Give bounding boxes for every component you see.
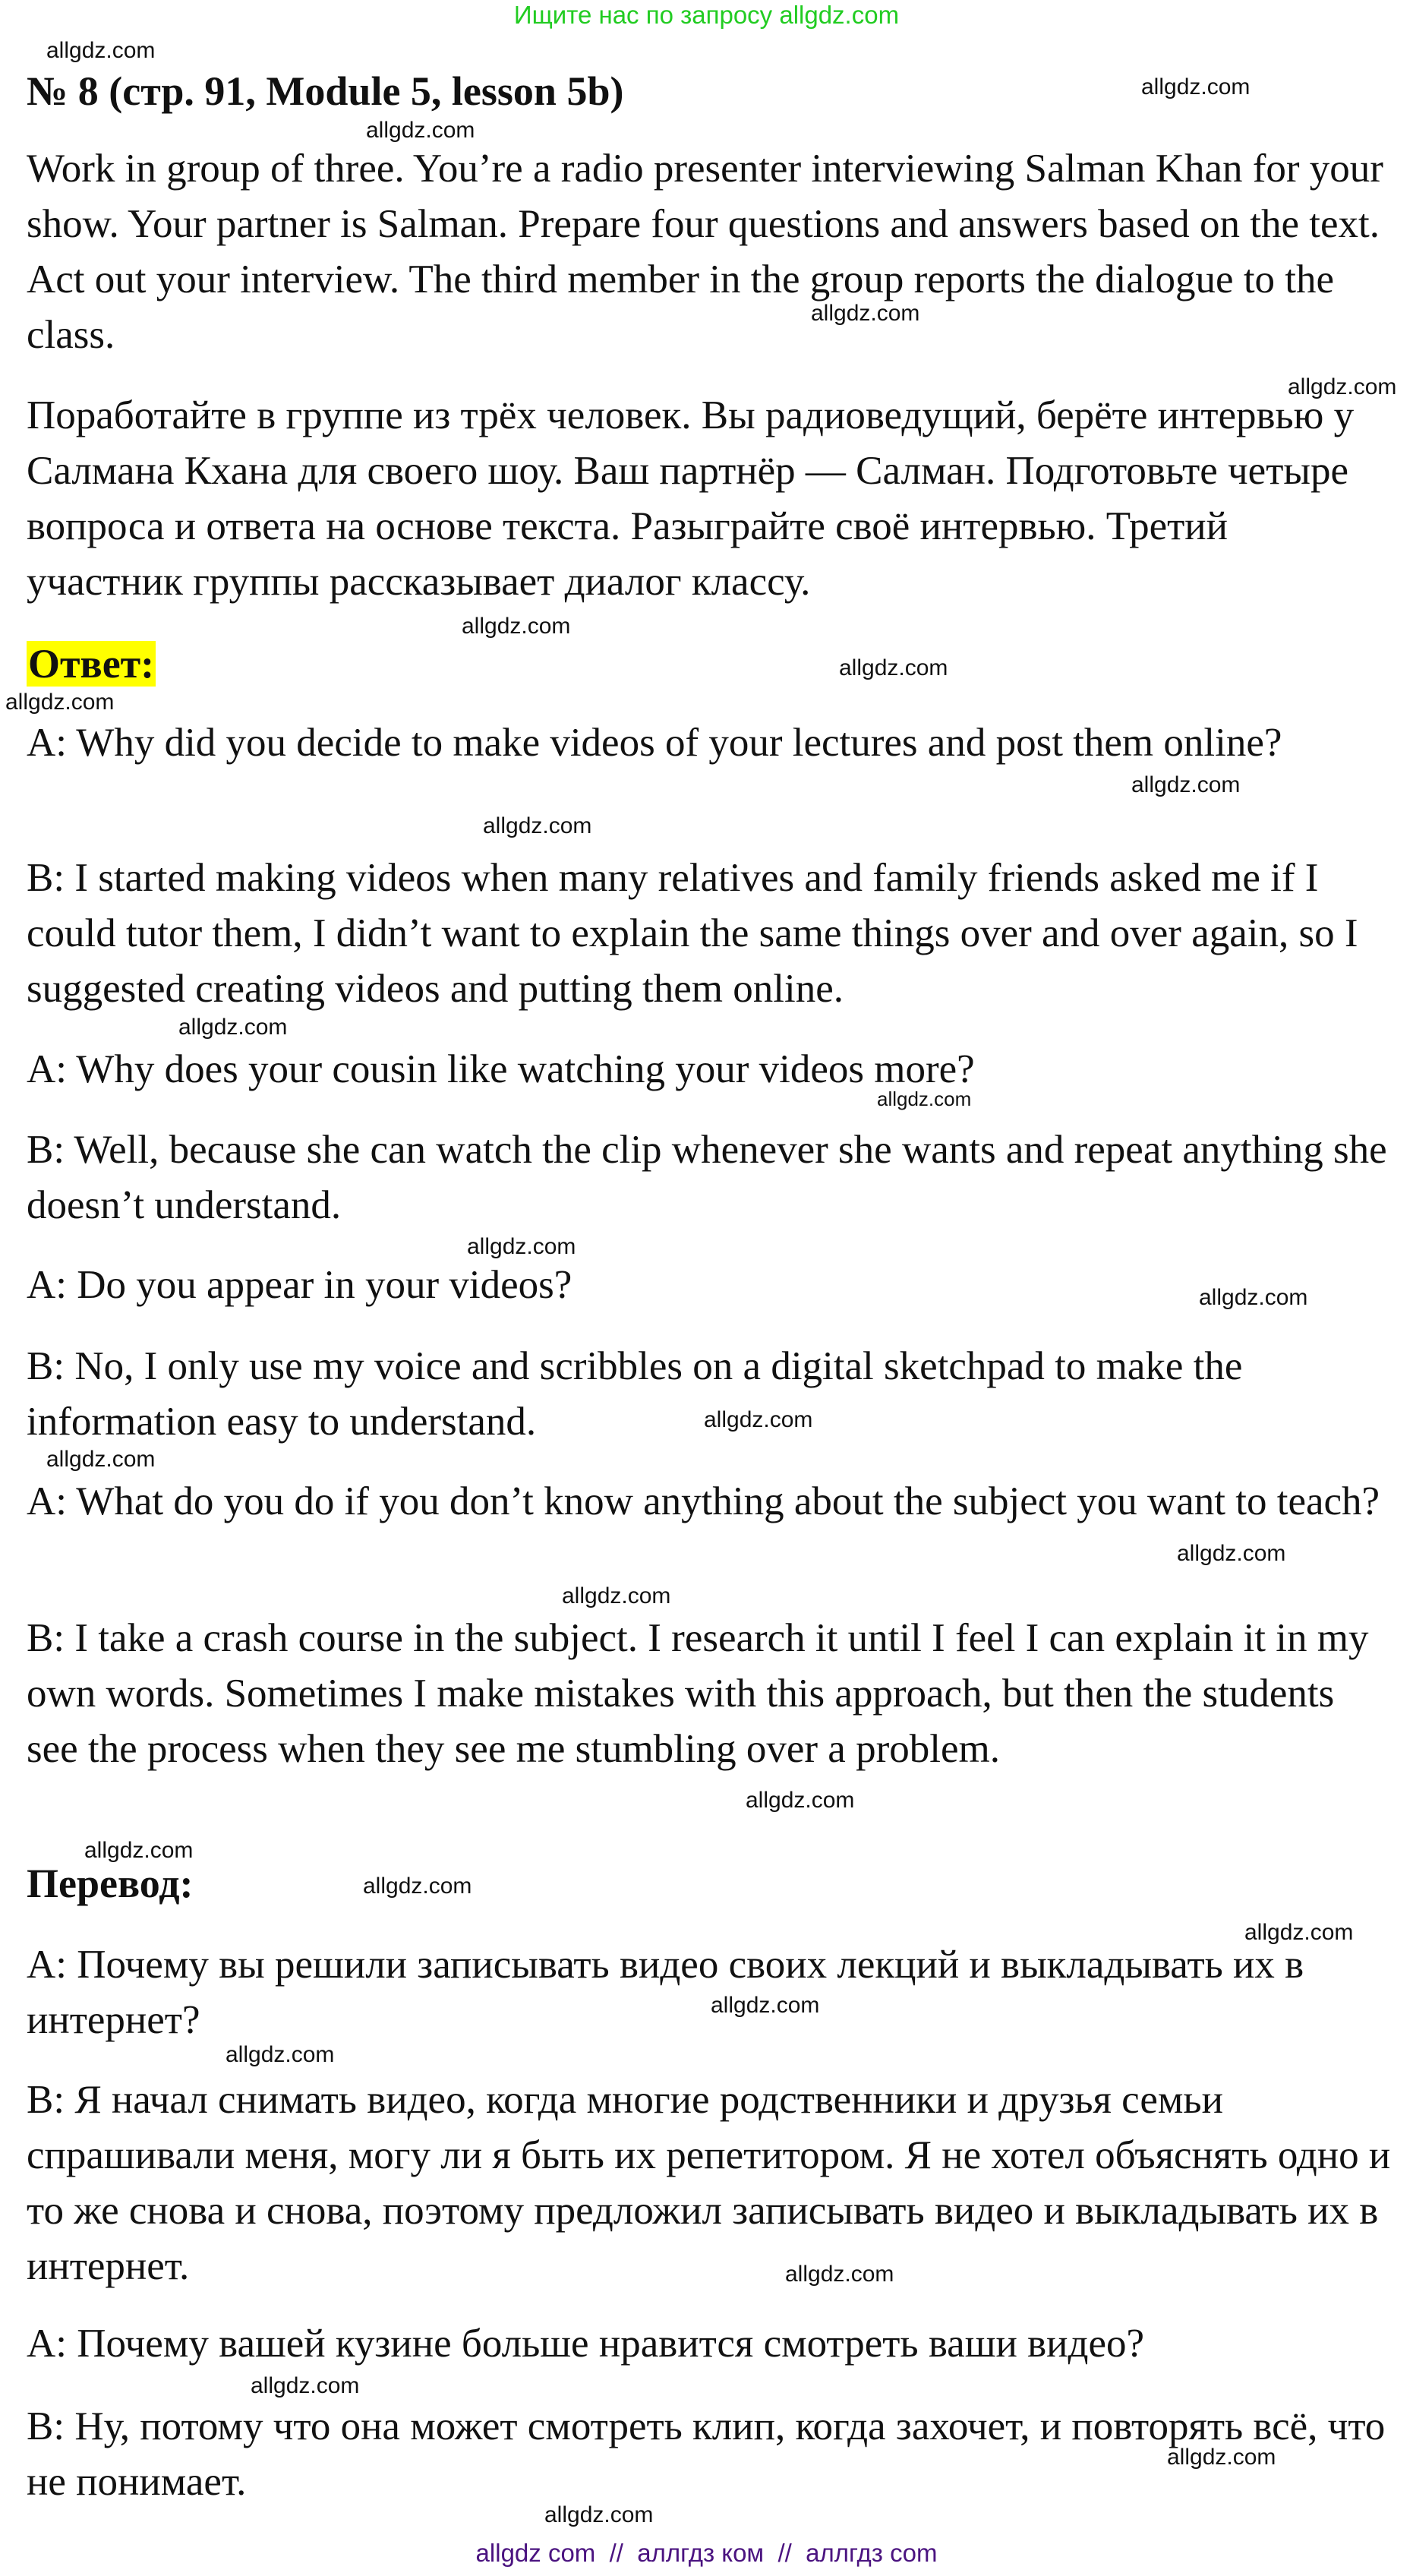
watermark: allgdz.com xyxy=(366,118,475,143)
watermark: allgdz.com xyxy=(1177,1541,1286,1566)
translation-heading: Перевод: xyxy=(27,1861,194,1906)
page-title: № 8 (стр. 91, Module 5, lesson 5b) xyxy=(27,68,624,114)
answer-heading xyxy=(27,636,1393,692)
watermark: allgdz.com xyxy=(46,38,156,63)
dialogue-en-line: B: No, I only use my voice and scribbles on a digital sketchpad to make the information easy to understand. xyxy=(27,1344,1243,1444)
watermark: allgdz.com xyxy=(1244,1920,1354,1945)
watermark: allgdz.com xyxy=(1141,74,1251,99)
watermark: allgdz.com xyxy=(46,1447,156,1472)
watermark: allgdz.com xyxy=(462,614,571,639)
footer-links[interactable]: allgdz com // аллгдз ком // аллгдз com xyxy=(475,2539,938,2567)
watermark: allgdz.com xyxy=(5,690,115,715)
task-russian: Поработайте в группе из трёх человек. Вы радиоведущий, берёте интервью у Салмана Кхана для своего шоу. Ваш партнёр — Салман. Подготовьте четыре вопроса и ответа на основе текста. Разыграйте своё интервью. Третий участник группы рассказывает диалог классу. xyxy=(27,393,1355,604)
dialogue-ru-line: B: Я начал снимать видео, когда многие родственники и друзья семьи спрашивали меня, могу ли я быть их репетитором. Я не хотел объяснять одно и то же снова и снова, поэтому предложил записывать видео и выкладывать их в интернет. xyxy=(27,2078,1391,2288)
watermark: allgdz.com xyxy=(711,1993,820,2018)
watermark: allgdz.com xyxy=(785,2262,894,2287)
watermark: allgdz.com xyxy=(1131,772,1241,797)
answer-heading-label: Ответ: xyxy=(28,641,155,687)
search-banner: Ищите нас по запросу allgdz.com xyxy=(513,1,900,29)
dialogue-en-line: A: Why does your cousin like watching your videos more? xyxy=(27,1047,975,1091)
watermark: allgdz.com xyxy=(467,1234,576,1259)
watermark: allgdz.com xyxy=(704,1407,813,1432)
watermark: allgdz.com xyxy=(84,1838,194,1863)
dialogue-en-line: B: I started making videos when many relatives and family friends asked me if I could tutor them, I didn’t want to explain the same things over and over again, so I suggested creating videos and putting them online. xyxy=(27,856,1358,1011)
watermark: allgdz.com xyxy=(226,2042,335,2067)
dialogue-en-line: A: Why did you decide to make videos of your lectures and post them online? xyxy=(27,721,1282,765)
watermark: allgdz.com xyxy=(839,655,948,680)
watermark: allgdz.com xyxy=(251,2373,360,2398)
dialogue-en-line: A: Do you appear in your videos? xyxy=(27,1263,572,1307)
watermark: allgdz.com xyxy=(1199,1285,1308,1310)
watermark: allgdz.com xyxy=(811,301,920,326)
dialogue-ru-line: A: Почему вашей кузине больше нравится смотреть ваши видео? xyxy=(27,2322,1145,2366)
dialogue-ru-line: B: Ну, потому что она может смотреть клип, когда захочет, и повторять всё, что не понимает. xyxy=(27,2404,1386,2504)
task-english: Work in group of three. You’re a radio presenter interviewing Salman Khan for your show. Your partner is Salman. Prepare four questions and answers based on the text. Act out your interview. The third member in the group reports the dialogue to the class. xyxy=(27,147,1383,357)
watermark: allgdz.com xyxy=(1167,2445,1276,2470)
dialogue-en-line: B: Well, because she can watch the clip whenever she wants and repeat anything she doesn’t understand. xyxy=(27,1128,1387,1227)
dialogue-en-line: A: What do you do if you don’t know anything about the subject you want to teach? xyxy=(27,1479,1380,1523)
watermark: allgdz.com xyxy=(363,1874,472,1899)
watermark: allgdz.com xyxy=(877,1088,972,1110)
watermark: allgdz.com xyxy=(746,1788,855,1813)
watermark: allgdz.com xyxy=(1288,374,1397,399)
watermark: allgdz.com xyxy=(544,2502,654,2527)
dialogue-en-line: B: I take a crash course in the subject. I research it until I feel I can explain it in my own words. Sometimes I make mistakes with this approach, but then the students see the process when they see me stumbling over a problem. xyxy=(27,1616,1369,1771)
watermark: allgdz.com xyxy=(562,1583,671,1608)
watermark: allgdz.com xyxy=(483,813,592,838)
dialogue-ru-line: A: Почему вы решили записывать видео своих лекций и выкладывать их в интернет? xyxy=(27,1943,1304,2042)
watermark: allgdz.com xyxy=(178,1015,288,1040)
